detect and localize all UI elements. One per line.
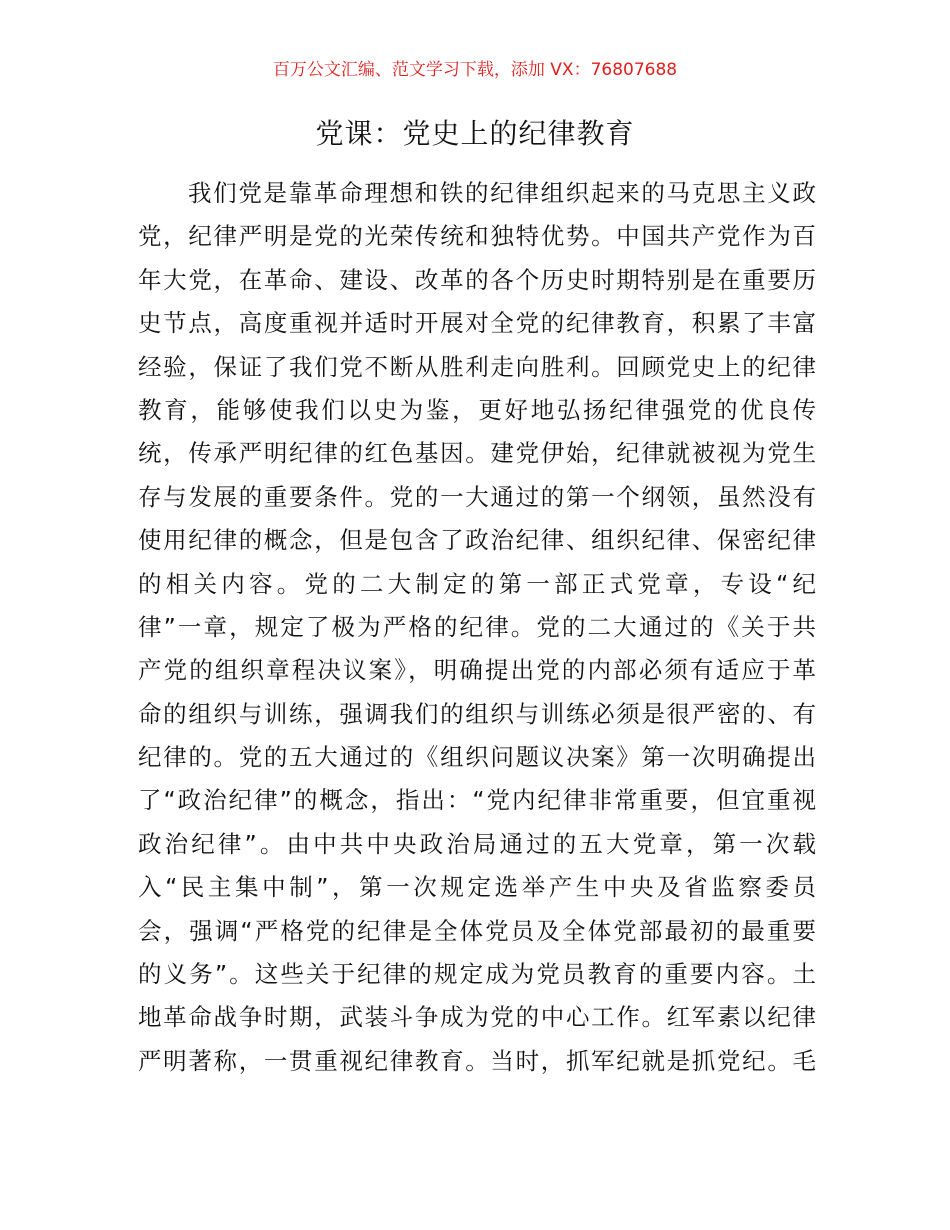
body-line: 命的组织与训练，强调我们的组织与训练必须是很严密的、有 [138,699,816,728]
body-line: 会，强调“严格党的纪律是全体党员及全体党部最初的最重要 [138,916,816,945]
body-line: 产党的组织章程决议案》，明确提出党的内部必须有适应于革 [138,656,816,685]
document-body [138,172,816,1083]
body-line: 我们党是靠革命理想和铁的纪律组织起来的马克思主义政 [188,179,816,207]
body-line: 政治纪律”。由中共中央政治局通过的五大党章，第一次载 [138,829,816,858]
body-line: 了“政治纪律”的概念，指出：“党内纪律非常重要，但宜重视 [138,786,816,815]
body-line: 统，传承严明纪律的红色基因。建党伊始，纪律就被视为党生 [138,439,816,468]
body-line: 地革命战争时期，武装斗争成为党的中心工作。红军素以纪律 [138,1003,816,1032]
body-line: 党，纪律严明是党的光荣传统和独特优势。中国共产党作为百 [138,222,816,251]
document-title: 党课：党史上的纪律教育 [315,117,635,150]
body-line: 纪律的。党的五大通过的《组织问题议决案》第一次明确提出 [138,743,816,772]
body-line: 律”一章，规定了极为严格的纪律。党的二大通过的《关于共 [138,612,816,641]
body-line: 经验，保证了我们党不断从胜利走向胜利。回顾党史上的纪律 [138,352,816,381]
body-line: 存与发展的重要条件。党的一大通过的第一个纲领，虽然没有 [138,482,816,511]
body-line: 使用纪律的概念，但是包含了政治纪律、组织纪律、保密纪律 [138,526,816,555]
header-banner: 百万公文汇编、范文学习下载，添加 VX：76807688 [272,60,678,80]
body-line: 严明著称，一贯重视纪律教育。当时，抓军纪就是抓党纪。毛 [138,1046,816,1075]
body-line: 史节点，高度重视并适时开展对全党的纪律教育，积累了丰富 [138,309,816,338]
body-line: 教育，能够使我们以史为鉴，更好地弘扬纪律强党的优良传 [138,395,816,424]
body-line: 年大党，在革命、建设、改革的各个历史时期特别是在重要历 [138,265,816,294]
body-line: 的相关内容。党的二大制定的第一部正式党章，专设“纪 [138,569,816,598]
body-line: 的义务”。这些关于纪律的规定成为党员教育的重要内容。土 [138,960,816,989]
body-line: 入“民主集中制”，第一次规定选举产生中央及省监察委员 [138,873,816,902]
